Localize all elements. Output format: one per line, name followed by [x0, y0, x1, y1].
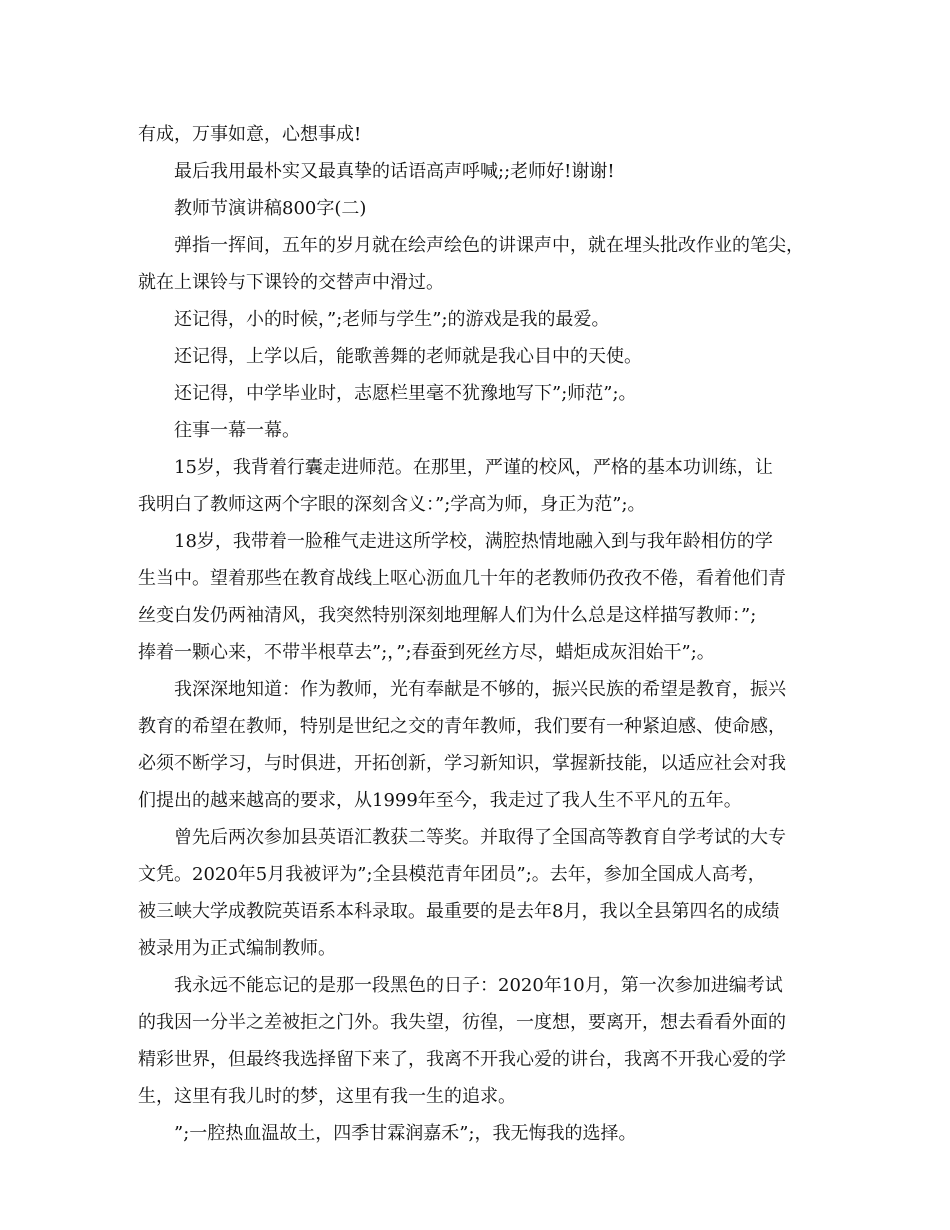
text-line: 精彩世界，但最终我选择留下来了，我离不开我心爱的讲台，我离不开我心爱的学 — [138, 1049, 786, 1070]
text-line: ”;一腔热血温故土，四季甘霖润嘉禾”;，我无悔我的选择。 — [174, 1123, 637, 1144]
text-line: 教育的希望在教师，特别是世纪之交的青年教师，我们要有一种紧迫感、使命感， — [138, 716, 786, 737]
text-line: 被录用为正式编制教师。 — [138, 938, 336, 959]
text-line: 生当中。望着那些在教育战线上呕心沥血几十年的老教师仍孜孜不倦，看着他们青 — [138, 568, 786, 589]
text-line: 15岁，我背着行囊走进师范。在那里，严谨的校风，严格的基本功训练，让 — [174, 457, 773, 478]
text-line: 往事一幕一幕。 — [174, 420, 300, 441]
text-line: 曾先后两次参加县英语汇教获二等奖。并取得了全国高等教育自学考试的大专 — [174, 827, 786, 848]
text-line: 还记得，中学毕业时，志愿栏里毫不犹豫地写下”;师范”;。 — [174, 383, 637, 404]
text-line: 我深深地知道：作为教师，光有奉献是不够的，振兴民族的希望是教育，振兴 — [174, 679, 786, 700]
text-line: 的我因一分半之差被拒之门外。我失望，彷徨，一度想，要离开，想去看看外面的 — [138, 1012, 786, 1033]
text-line: 丝变白发仍两袖清风，我突然特别深刻地理解人们为什么总是这样描写教师：”; — [138, 605, 757, 626]
text-line: 捧着一颗心来，不带半根草去”;，”;春蚕到死丝方尽，蜡炬成灰泪始干”;。 — [138, 642, 715, 663]
text-line: 弹指一挥间，五年的岁月就在绘声绘色的讲课声中，就在埋头批改作业的笔尖， — [174, 235, 804, 256]
text-line: 生，这里有我儿时的梦，这里有我一生的追求。 — [138, 1086, 516, 1107]
document-body — [138, 116, 838, 1152]
text-line: 被三峡大学成教院英语系本科录取。最重要的是去年8月，我以全县第四名的成绩 — [138, 901, 780, 922]
text-line: 还记得，上学以后，能歌善舞的老师就是我心目中的天使。 — [174, 346, 642, 367]
text-line: 就在上课铃与下课铃的交替声中滑过。 — [138, 272, 444, 293]
text-line: 18岁，我带着一脸稚气走进这所学校，满腔热情地融入到与我年龄相仿的学 — [174, 531, 773, 552]
text-line: 文凭。2020年5月我被评为”;全县模范青年团员”;。去年，参加全国成人高考， — [138, 864, 766, 885]
text-line: 们提出的越来越高的要求，从1999年至今，我走过了我人生不平凡的五年。 — [138, 790, 742, 811]
text-line: 最后我用最朴实又最真挚的话语高声呼喊;;老师好!谢谢! — [174, 161, 615, 182]
text-line: 有成，万事如意，心想事成! — [138, 124, 362, 145]
section-heading: 教师节演讲稿800字(二) — [174, 198, 367, 219]
text-line: 我永远不能忘记的是那一段黑色的日子：2020年10月，第一次参加进编考试 — [174, 975, 783, 996]
text-line: 必须不断学习，与时俱进，开拓创新，学习新知识，掌握新技能，以适应社会对我 — [138, 753, 786, 774]
text-line: 还记得，小的时候，”;老师与学生”;的游戏是我的最爱。 — [174, 309, 610, 330]
text-line: 我明白了教师这两个字眼的深刻含义：”;学高为师，身正为范”;。 — [138, 494, 646, 515]
